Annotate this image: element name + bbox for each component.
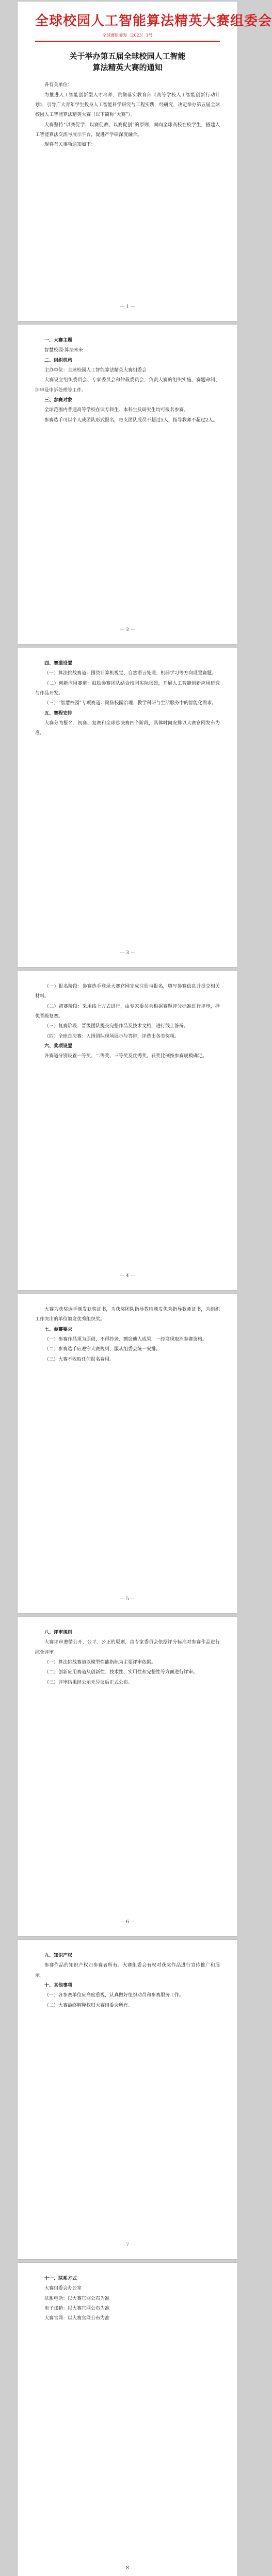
paragraph: 参赛作品的知识产权归参赛者所有。大赛组委会有权对获奖作品进行宣传推广和展示。	[35, 1963, 220, 1978]
paragraph: （三）评审结果经公示无异议后正式公布。	[44, 1680, 133, 1685]
paragraph: （一）算法挑战赛道以模型性能指标为主要评审依据。	[44, 1660, 156, 1666]
paragraph: 各有关单位：	[44, 82, 73, 88]
paragraph: （二）创新应用赛道：鼓励参赛团队结合校园实际场景，开展人工智能创新应用研究与作品开发。	[35, 681, 220, 697]
page-5	[18, 1294, 237, 1613]
paragraph: （四）全球总决赛：入围团队现场展示与答辩，评选出各类奖项。	[44, 1033, 180, 1039]
paragraph: （三）复赛阶段：晋级团队提交完整作品及技术文档，进行线上答辩。	[44, 1024, 189, 1029]
paragraph: 大赛为获奖选手颁发获奖证书，为获奖团队指导教师颁发优秀指导教师证书，为组织工作突出的单位颁发优秀组织奖。	[35, 1307, 220, 1323]
section-heading: 十、其他事项	[44, 1983, 73, 1989]
paragraph: （二）创新应用赛道从创新性、技术性、实用性和完整性等方面进行评审。	[44, 1670, 198, 1675]
section-heading: 三、参赛对象	[44, 398, 73, 403]
paragraph: （二）初赛阶段：采用线上方式进行，由专家委员会根据赛题评分标准进行评审，择优晋级复赛。	[35, 1004, 220, 1020]
paragraph: 主办单位：全球校园人工智能算法精英大赛组委会	[44, 368, 147, 374]
section-heading: 二、组织机构	[44, 358, 73, 363]
paragraph: 联系电话：以大赛官网公布为准	[44, 2296, 110, 2301]
section-heading: 五、赛程安排	[44, 710, 73, 716]
page-number: — 2 —	[120, 628, 135, 633]
page-number: — 8 —	[120, 2566, 135, 2571]
paragraph: 大赛坚持“以赛促学、以赛促教、以赛促创”的原则，面向全球高校在校学生，搭建人工智能算法交流与展示平台，促进产学研深度融合。	[35, 122, 220, 138]
paragraph: 参赛选手可以个人或团队形式报名，每支团队成员不超过5人，指导教师不超过2人。	[44, 417, 218, 423]
page-number: — 3 —	[120, 951, 135, 956]
page-2	[18, 325, 237, 644]
paragraph: 全球范围内普通高等学校在读专科生、本科生及研究生均可报名参赛。	[44, 408, 189, 413]
doc-number: 全球赛组委发〔2023〕1号	[102, 32, 153, 38]
paragraph: 大赛官网：以大赛官网公布为准	[44, 2316, 110, 2321]
paragraph: （一）各参赛单位应高度重视，认真做好组织动员和参赛服务工作。	[44, 1993, 184, 1998]
section-heading: 九、知识产权	[44, 1953, 73, 1958]
page-number: — 4 —	[120, 1274, 135, 1279]
paragraph: 大赛分为报名、初赛、复赛和全球总决赛四个阶段，具体时间安排以大赛官网发布为准。	[35, 721, 220, 736]
paragraph: 为推进人工智能创新型人才培养，贯彻落实教育部《高等学校人工智能创新行动计划》，引导广大青年学生投身人工智能科学研究与工程实践，经研究，决定举办第五届全球校园人工智能算法精英大赛（以下简称“大赛”）。	[35, 92, 220, 118]
doc-heading: 关于举办第五届全球校园人工智能 算法精英大赛的通知	[69, 51, 186, 72]
paragraph: （一）算法挑战赛道：围绕计算机视觉、自然语言处理、机器学习等方向设置赛题。	[44, 671, 217, 676]
page-4	[18, 971, 237, 1290]
page-number: — 6 —	[120, 1920, 135, 1925]
section-heading: 七、参赛要求	[44, 1327, 73, 1332]
section-heading: 一、大赛主题	[44, 338, 73, 343]
page-number: — 7 —	[120, 2243, 135, 2248]
paragraph: （一）报名阶段：参赛选手登录大赛官网完成注册与报名，填写参赛信息并提交相关材料。	[35, 984, 220, 999]
paragraph: （二）参赛选手应遵守大赛规则，服从组委会统一安排。	[44, 1347, 161, 1352]
section-heading: 十一、联系方式	[44, 2276, 77, 2281]
paragraph: （三）“智慧校园”专项赛道：聚焦校园治理、教学科研与生活服务中的智能化需求。	[44, 701, 217, 706]
page-number: — 5 —	[120, 1597, 135, 1602]
page-7	[18, 1940, 237, 2259]
paragraph: 大赛设立组织委员会、专家委员会和仲裁委员会，负责大赛的组织实施、赛题命制、评审及申诉处理等工作。	[35, 378, 220, 393]
page-1	[18, 2, 272, 321]
paragraph: 大赛评审遵循公开、公平、公正的原则，由专家委员会依据评分标准对参赛作品进行综合评审。	[35, 1640, 220, 1655]
section-heading: 八、评审规则	[44, 1630, 73, 1635]
paragraph: 电子邮箱：以大赛官网公布为准	[44, 2306, 110, 2312]
red-rule-divider	[35, 41, 220, 42]
paragraph: 智慧校园·算法未来	[44, 348, 83, 353]
org-title: 全球校园人工智能算法精英大赛组委会	[35, 13, 272, 29]
paragraph: 各赛道分别设置一等奖、二等奖、三等奖及优秀奖，获奖比例按参赛规模确定。	[44, 1054, 207, 1059]
paragraph: （三）大赛不收取任何报名费用。	[44, 1357, 115, 1362]
section-heading: 六、奖项设置	[44, 1044, 73, 1049]
paragraph: 现将有关事项通知如下：	[44, 142, 96, 148]
paragraph: （二）大赛最终解释权归大赛组委会所有。	[44, 2003, 133, 2008]
page-8	[18, 2263, 237, 2576]
paragraph: （一）参赛作品须为原创，不得抄袭、剽窃他人成果，一经发现取消参赛资格。	[44, 1337, 207, 1343]
paragraph: 大赛组委会办公室	[44, 2286, 82, 2292]
page-6	[18, 1617, 237, 1936]
page-3	[18, 648, 237, 967]
page-number: — 1 —	[120, 304, 135, 310]
section-heading: 四、赛道设置	[44, 661, 73, 666]
